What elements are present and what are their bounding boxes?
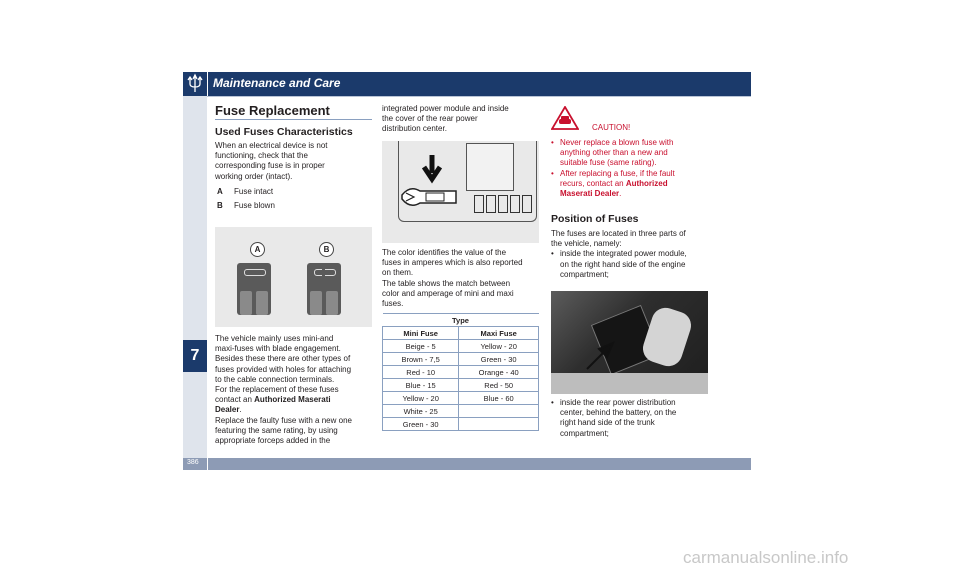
legend-b: B Fuse blown [217,201,275,210]
page-heading: Fuse Replacement [215,103,330,118]
engine-compartment-photo [551,291,708,394]
position-intro: The fuses are located in three parts of the vehicle, namely: • inside the integrated power module, on the right hand side of the engine compartment; [551,229,716,280]
subheading: Used Fuses Characteristics [215,126,353,138]
table-row: Yellow - 20 Blue - 60 [383,392,539,405]
page-number: 386 [187,459,199,466]
table-row: Green - 30 [383,418,539,431]
legend-a: A Fuse intact [217,187,274,196]
position-heading: Position of Fuses [551,213,639,225]
col2-intro: integrated power module and inside the cover of the rear power distribution center. [382,104,509,134]
caution-list: • Never replace a blown fuse with anything other than a new and suitable fuse (same rating). • After replacing a fuse, if the fault recurs, contact an Authorized Maserati Dealer. [551,138,716,199]
col2-paragraph: The color identifies the value of the fuses in amperes which is also reported on them. The table shows the match between color and amperage of mini and maxi fuses. [382,248,523,309]
watermark: carmanualsonline.info [683,548,849,567]
side-strip [183,96,207,458]
fuse-figure [215,227,372,327]
section-title: Maintenance and Care [213,76,341,90]
chapter-tab: 7 [183,340,207,372]
table-row: White - 25 [383,405,539,418]
table-row: Blue - 15 Red - 50 [383,379,539,392]
fuse-row-icon [474,195,532,213]
label-b: B [319,242,334,257]
footer-divider [207,458,208,470]
header-mini: Mini Fuse [383,327,459,340]
forceps-figure [382,141,539,243]
table-caption: Type [383,314,539,327]
blown-fuse-icon [307,263,341,315]
header-maxi: Maxi Fuse [459,327,539,340]
caution-triangle-icon [551,106,579,130]
rear-location: • inside the rear power distribution center, behind the battery, on the right hand side of the trunk compartment; [551,398,716,439]
intact-fuse-icon [237,263,271,315]
intro-paragraph: When an electrical device is not functioning, check that the corresponding fuse is in proper working order (intact). [215,141,328,181]
heading-rule [215,119,372,120]
forceps-icon [400,155,464,219]
trident-logo-icon [183,72,208,96]
caution-label: CAUTION! [592,123,631,132]
body-paragraph: The vehicle mainly uses mini-and maxi-fuses with blade engagement. Besides these there are other types of fuses provided with holes for attaching to the cable connection terminals. For the replacement of these fuses contact an Authorized Maserati Dealer. Replace the faulty fuse with a new one featuring the same rating, by using appropriate forceps added in the [215,334,352,446]
arrow-icon [585,341,615,371]
header-rule [207,96,751,97]
table-row: Brown - 7,5 Green - 30 [383,353,539,366]
footer-bar [183,458,751,470]
table-row: Red - 10 Orange - 40 [383,366,539,379]
label-a: A [250,242,265,257]
table-row: Beige - 5 Yellow - 20 [383,340,539,353]
fuse-table [382,313,539,431]
